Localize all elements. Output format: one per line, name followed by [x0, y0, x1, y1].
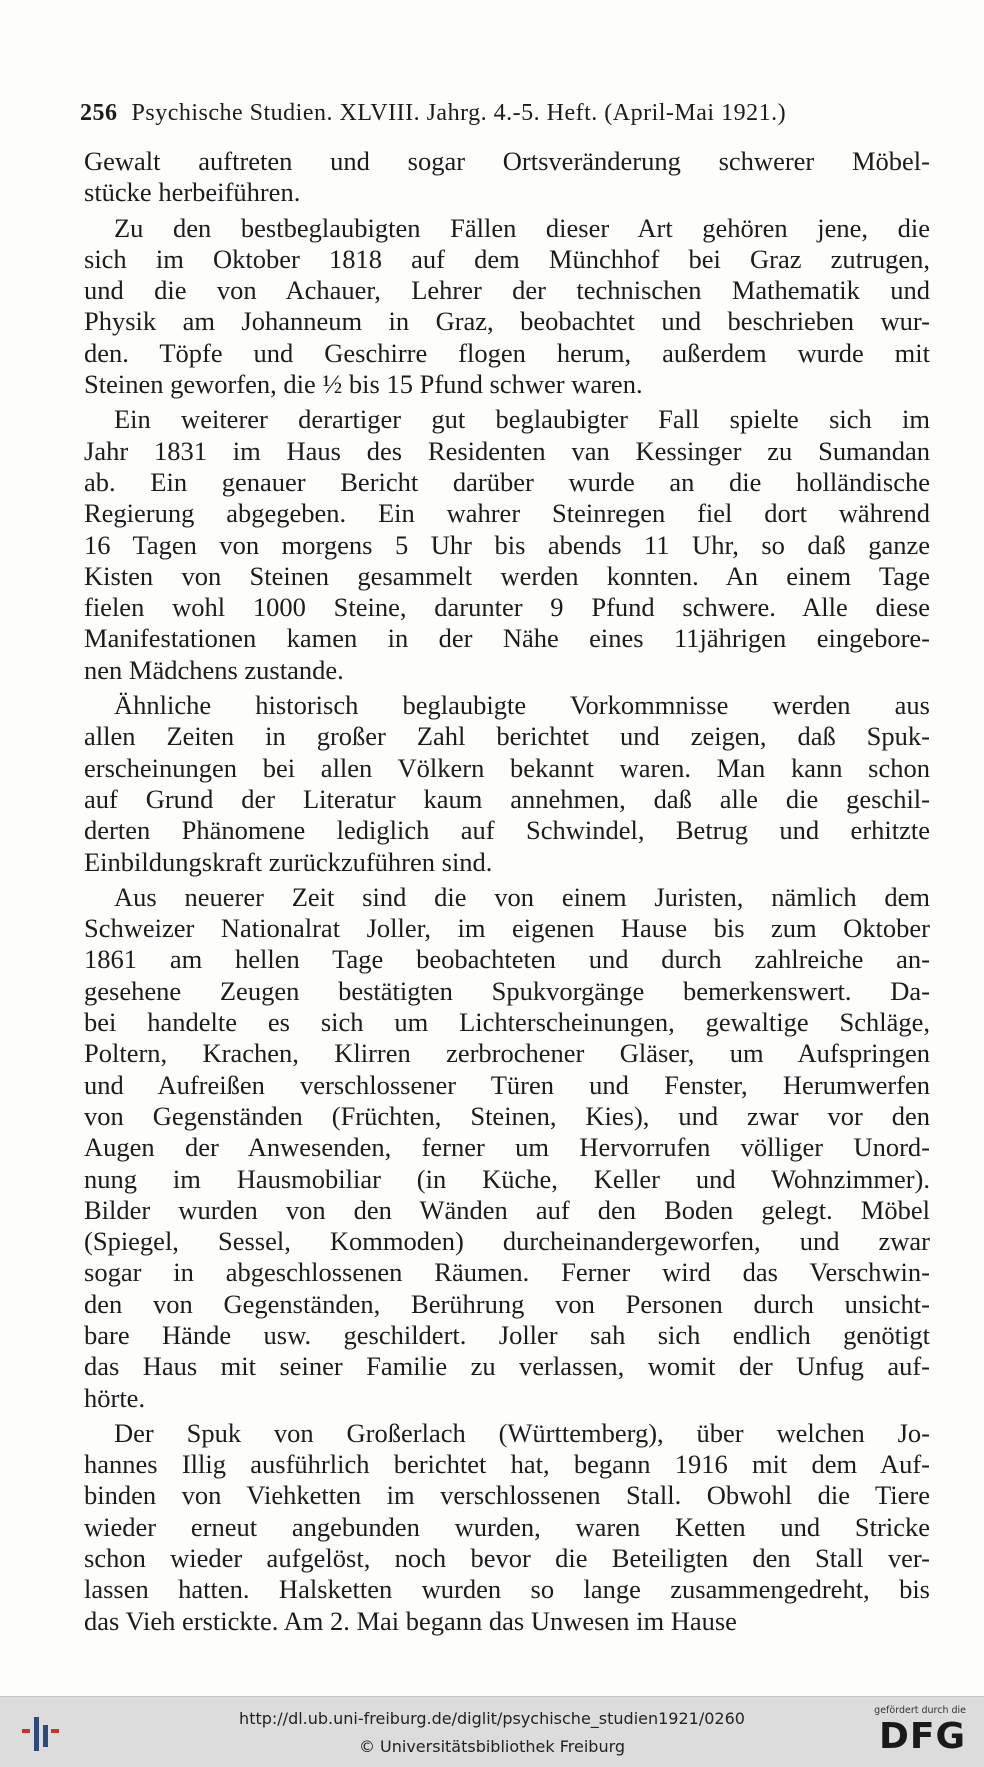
text-line: Poltern, Krachen, Klirren zerbrochener Gläser, um Aufspringen — [84, 1038, 930, 1069]
text-line: Steinen geworfen, die ½ bis 15 Pfund schwer waren. — [84, 369, 643, 400]
paragraph — [84, 213, 930, 401]
text-line: Einbildungskraft zurückzuführen sind. — [84, 846, 493, 877]
dfg-logo-text: DFG — [878, 1716, 966, 1757]
text-line: Augen der Anwesenden, ferner um Hervorrufen völliger Unord- — [84, 1132, 930, 1163]
paragraph — [84, 882, 930, 1414]
text-line: hörte. — [84, 1382, 146, 1413]
paragraph — [84, 146, 930, 209]
text-line: Schweizer Nationalrat Joller, im eigenen Hause bis zum Oktober — [84, 913, 930, 944]
text-line: von Gegenständen (Früchten, Steinen, Kies), und zwar vor den — [84, 1100, 930, 1131]
text-line: ab. Ein genauer Bericht darüber wurde an die holländische — [84, 466, 930, 497]
text-line: Gewalt auftreten und sogar Ortsveränderung schwerer Möbel- — [84, 146, 930, 176]
paragraph — [84, 690, 930, 878]
text-line: allen Zeiten in großer Zahl berichtet und zeigen, daß Spuk- — [84, 721, 930, 752]
text-line: binden von Viehketten im verschlossenen Stall. Obwohl die Tiere — [84, 1480, 930, 1511]
copyright-notice: © Universitätsbibliothek Freiburg — [358, 1737, 626, 1756]
text-line: den. Töpfe und Geschirre flogen herum, außerdem wurde mit — [84, 337, 930, 368]
text-line: Manifestationen kamen in der Nähe eines 11jährigen eingebore- — [84, 623, 930, 654]
text-line: stücke herbeiführen. — [84, 177, 301, 208]
text-line: nen Mädchens zustande. — [84, 654, 344, 685]
text-line: derten Phänomene lediglich auf Schwindel, Betrug und erhitzte — [84, 815, 930, 846]
text-line: Der Spuk von Großerlach (Württemberg), über welchen Jo- — [114, 1417, 930, 1448]
viewer-footer — [0, 1696, 984, 1767]
text-line: Ein weiterer derartiger gut beglaubigter Fall spielte sich im — [114, 404, 930, 435]
text-line: (Spiegel, Sessel, Kommoden) durcheinandergeworfen, und zwar — [84, 1226, 930, 1257]
funder-caption: gefördert durch die — [874, 1705, 966, 1716]
body-text — [84, 146, 930, 1637]
text-line: Jahr 1831 im Haus des Residenten van Kessinger zu Sumandan — [84, 435, 930, 466]
text-line: bare Hände usw. geschildert. Joller sah sich endlich genötigt — [84, 1319, 930, 1350]
page-number: 256 — [80, 100, 118, 126]
text-line: gesehene Zeugen bestätigten Spukvorgänge bemerkenswert. Da- — [84, 975, 930, 1006]
text-line: nung im Hausmobiliar (in Küche, Keller und Wohnzimmer). — [84, 1163, 930, 1194]
text-line: Bilder wurden von den Wänden auf den Boden gelegt. Möbel — [84, 1194, 930, 1225]
text-line: schon wieder aufgelöst, noch bevor die Beteiligten den Stall ver- — [84, 1543, 930, 1574]
text-line: Kisten von Steinen gesammelt werden konnten. An einem Tage — [84, 560, 930, 591]
text-line: das Vieh erstickte. Am 2. Mai begann das Unwesen im Hause — [84, 1605, 737, 1636]
text-line: erscheinungen bei allen Völkern bekannt waren. Man kann schon — [84, 752, 930, 783]
running-head — [80, 100, 940, 127]
text-line: Aus neuerer Zeit sind die von einem Juristen, nämlich dem — [114, 881, 930, 912]
text-line: 16 Tagen von morgens 5 Uhr bis abends 11 Uhr, so daß ganze — [84, 529, 930, 560]
text-line: das Haus mit seiner Familie zu verlassen, womit der Unfug auf- — [84, 1351, 930, 1382]
paragraph — [84, 1418, 930, 1637]
text-line: fielen wohl 1000 Steine, darunter 9 Pfund schwere. Alle diese — [84, 592, 930, 623]
source-url[interactable]: http://dl.ub.uni-freiburg.de/diglit/psychische_studien1921/0260 — [239, 1709, 745, 1728]
text-line: wieder erneut angebunden wurden, waren Ketten und Stricke — [84, 1511, 930, 1542]
dfg-logo — [858, 1705, 966, 1761]
text-line: Zu den bestbeglaubigten Fällen dieser Art gehören jene, die — [114, 212, 930, 243]
text-line: sogar in abgeschlossenen Räumen. Ferner wird das Verschwin- — [84, 1257, 930, 1288]
text-line: und Aufreißen verschlossener Türen und Fenster, Herumwerfen — [84, 1069, 930, 1100]
text-line: bei handelte es sich um Lichterscheinungen, gewaltige Schläge, — [84, 1007, 930, 1038]
text-line: Physik am Johanneum in Graz, beobachtet und beschrieben wur- — [84, 306, 930, 337]
paragraph — [84, 404, 930, 686]
text-line: sich im Oktober 1818 auf dem Münchhof bei Graz zutrugen, — [84, 243, 930, 274]
text-line: lassen hatten. Halsketten wurden so lange zusammengedreht, bis — [84, 1574, 930, 1605]
text-line: Regierung abgegeben. Ein wahrer Steinregen fiel dort während — [84, 498, 930, 529]
text-line: auf Grund der Literatur kaum annehmen, daß alle die geschil- — [84, 783, 930, 814]
text-line: den von Gegenständen, Berührung von Personen durch unsicht- — [84, 1288, 930, 1319]
text-line: hannes Illig ausführlich berichtet hat, begann 1916 mit dem Auf- — [84, 1449, 930, 1480]
text-line: Ähnliche historisch beglaubigte Vorkommnisse werden aus — [114, 690, 930, 721]
text-line: 1861 am hellen Tage beobachteten und durch zahlreiche an- — [84, 944, 930, 975]
text-line: und die von Achauer, Lehrer der technischen Mathematik und — [84, 275, 930, 306]
running-title: Psychische Studien. XLVIII. Jahrg. 4.-5. Heft. (April-Mai 1921.) — [131, 100, 787, 126]
